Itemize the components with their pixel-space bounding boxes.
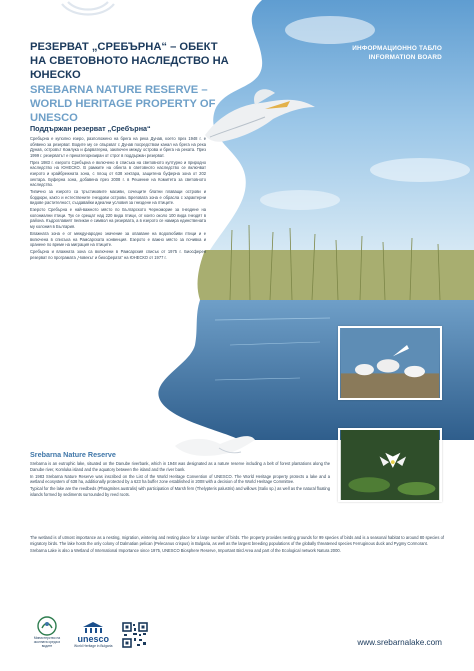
page-title-en: SREBARNA NATURE RESERVE – WORLD HERITAGE PROPERTY OF UNESCO xyxy=(30,84,216,124)
qr-code[interactable] xyxy=(122,622,148,648)
pelicans-photo xyxy=(338,326,442,400)
paragraph: Сребърна и влажната зона са включени в Рамсарския списък от 1975 г. Биосферен резерват по програмата „Човекът и биосферата“ на ЮНЕСКО от 1977 г. xyxy=(30,249,206,260)
ministry-caption: Министерство на околната среда и водите xyxy=(33,636,61,648)
section-heading-bg: Поддържан резерват „Сребърна“ xyxy=(30,124,151,133)
water-lily-photo xyxy=(338,428,442,502)
qr-code-icon xyxy=(122,622,148,648)
unesco-logo xyxy=(74,622,112,648)
paragraph: Типично за езерото са тръстиковите масиви, сочещите блатни плаващи острови и бордюри, както и естествените гнездови острови. Бреговата зона е обрасла с характерни видове растителност, създавайки идеални условия за гнездене на птиците. xyxy=(30,189,206,206)
page-header xyxy=(30,40,230,125)
info-board-bg: ИНФОРМАЦИОННО ТАБЛО xyxy=(352,45,442,52)
website-link[interactable]: www.srebarnalake.com xyxy=(357,638,442,647)
section-body-bg xyxy=(30,136,206,262)
paragraph: In 1983 Srebarna Nature Reserve was inscribed on the List of the World Heritage Convention of UNESCO. The World Heritage property protects a lake and a wetland ecosystem of 638 ha, additionally protected by a 623 ha buffer zone established in 2008 with a decision of the World Heritage Committee. xyxy=(30,473,330,485)
water-lily-image xyxy=(340,430,440,500)
footer-logos xyxy=(30,618,148,648)
ministry-logo xyxy=(30,616,64,648)
unesco-temple-icon xyxy=(82,622,104,634)
section-body-en-upper xyxy=(30,461,330,499)
pelicans-image xyxy=(340,328,440,398)
unesco-caption: World Heritage in Bulgaria xyxy=(74,644,113,648)
paragraph: През 1983 г. езерото Сребърна е включено в списъка на световното културно и природно наследство на ЮНЕСКО. В рамките на обекта в световното наследство се включват езерото и крайбрежната зона, с площ от 638 хектара, защитена буферна зона от 202 хектара. Буферна зона, добавена през 2008 г. в Решение на Комитета за световното наследство. xyxy=(30,159,206,188)
paragraph: Езерото Сребърна е най-важното място по Българското Черноморие за гнездене на колониални птици. Тук се срещат над 220 вида птици, от които около 100 вида гнездят в района. Къдроглавият пеликан е символ на резервата, а в езерото се намира единствената му колония в България. xyxy=(30,207,206,230)
ministry-emblem-icon xyxy=(37,616,57,636)
paragraph: Сребърна е куполно езеро, разположено на брега на река Дунав, което през 1948 г. е обявено за резерват. Водите му се свързват с Дунав посредством канал на брега на река Дунав, островът Комлука и фарватерна, заключен между острова и брега на реката. През 1999 г. резерватът е прекатегоризиран от строг в поддържан резерват. xyxy=(30,136,206,158)
information-board-label xyxy=(352,44,442,62)
decorative-arc-icon xyxy=(58,0,118,26)
paragraph: Srebarna Lake is also a Wetland of International Importance since 1975, UNESCO Biosphere Reserve, Important Bird Area and part of the Ecological network Natura 2000. xyxy=(30,547,341,553)
paragraph: Typical for the lake are the reedbeds (Phragmites australis) with participation of Marsh fern (Thelypteris palustris) and willows (Salix sp.) as well as the natural floating islands formed by sediments surrounded by reed roots. xyxy=(30,486,330,497)
paragraph: The wetland is of utmost importance as a nesting, migration, wintering and resting place for a large number of birds. The property provides nesting grounds for 99 species of birds and is a seasonal habitat to around 80 species of migratory birds. The lake hosts the only colony of Dalmatian pelican (Pelecanus crispus) in Bulgaria, as well as the largest breeding populations of the globally threatened species Ferruginous duck and Pygmy Cormorant. xyxy=(30,535,444,546)
paragraph: Влажната зона е от международно значение за опазване на водолюбиви птици и е включена в списъка на Рамсарската конвенция. Езерото е важно място за почивка и хранене по време на миграция на птиците. xyxy=(30,231,206,248)
paragraph: Srebarna is an eutrophic lake, situated on the Danube riverbank, which in 1948 was designated as a nature reserve including a belt of forest plantations along the Danube river, Komluka island and the aquatory between the island and the river bank. xyxy=(30,461,330,472)
info-board-en: INFORMATION BOARD xyxy=(368,54,442,61)
section-body-en-lower xyxy=(30,535,444,555)
page-title-bg: РЕЗЕРВАТ „СРЕБЪРНА“ – ОБЕКТ НА СВЕТОВНОТО НАСЛЕДСТВО НА ЮНЕСКО xyxy=(30,41,229,81)
section-heading-en: Srebarna Nature Reserve xyxy=(30,450,116,459)
unesco-wordmark: unesco xyxy=(77,634,109,644)
